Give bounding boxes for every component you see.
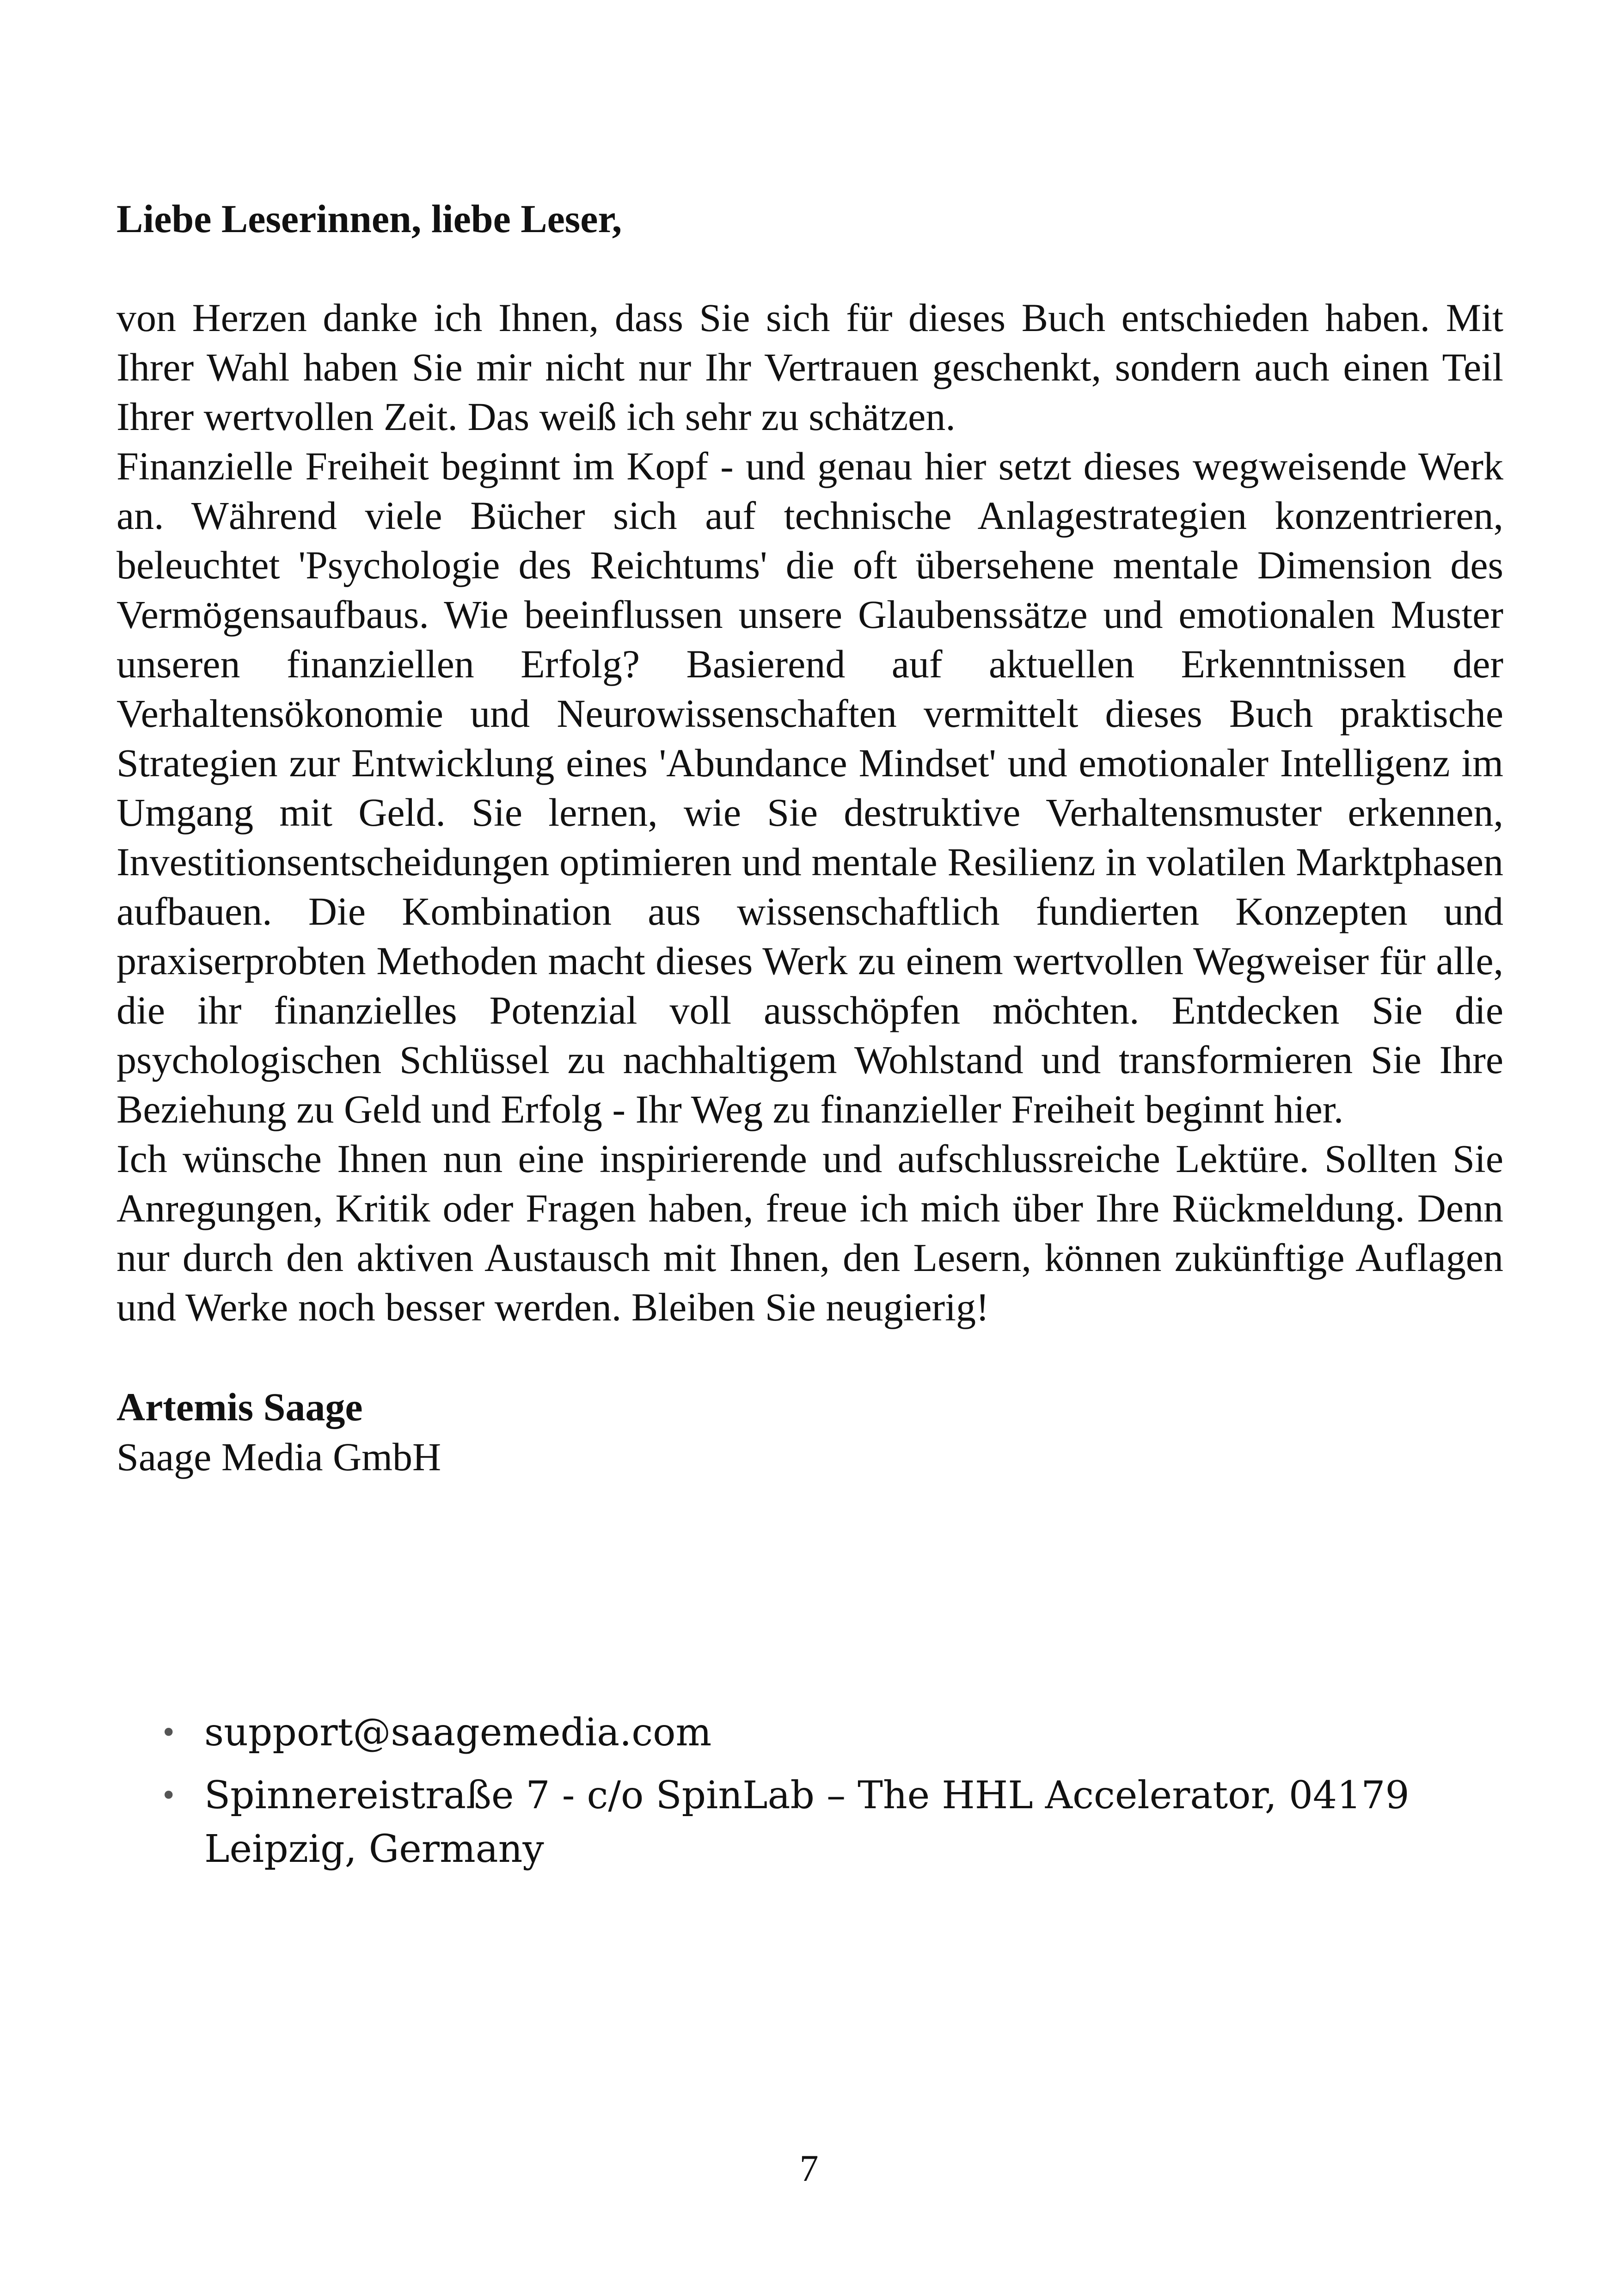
contact-address: Spinnereistraße 7 - c/o SpinLab – The HHL Accelerator, 04179 Leipzig, Germany bbox=[204, 1774, 1410, 1871]
letter-signature bbox=[116, 1382, 1503, 1482]
letter-content bbox=[116, 194, 1503, 1482]
contact-item-address bbox=[116, 1769, 1503, 1876]
author-name: Artemis Saage bbox=[116, 1385, 363, 1429]
letter-body bbox=[116, 293, 1503, 1332]
company-name: Saage Media GmbH bbox=[116, 1435, 441, 1479]
bullet-icon: • bbox=[160, 1717, 177, 1749]
contact-list bbox=[116, 1706, 1503, 1885]
letter-salutation: Liebe Leserinnen, liebe Leser, bbox=[116, 196, 622, 241]
letter-paragraph-book-description: Finanzielle Freiheit beginnt im Kopf - und genau hier setzt dieses wegweisende Werk an. Während viele Bücher sich auf technische Anlagestrategien konzentrieren, beleuchtet 'Psychologie des Reichtums' die oft übersehene mentale Dimension des Vermögensaufbaus. Wie beeinflussen unsere Glaubenssätze und emotionalen Muster unseren finanziellen Erfolg? Basierend auf aktuellen Erkenntnissen der Verhaltensökonomie und Neurowissenschaften vermittelt dieses Buch praktische Strategien zur Entwicklung eines 'Abundance Mindset' und emotionaler Intelligenz im Umgang mit Geld. Sie lernen, wie Sie destruktive Verhaltensmuster erkennen, Investitionsentscheidungen optimieren und mentale Resilienz in volatilen Marktphasen aufbauen. Die Kombination aus wissenschaftlich fundierten Konzepten und praxiserprobten Methoden macht dieses Werk zu einem wertvollen Wegweiser für alle, die ihr finanzielles Potenzial voll ausschöpfen möchten. Entdecken Sie die psychologischen Schlüssel zu nachhaltigem Wohlstand und transformieren Sie Ihre Beziehung zu Geld und Erfolg - Ihr Weg zu finanzieller Freiheit beginnt hier. bbox=[116, 444, 1503, 1131]
letter-paragraph-thanks: von Herzen danke ich Ihnen, dass Sie sich für dieses Buch entschieden haben. Mit Ihrer Wahl haben Sie mir nicht nur Ihr Vertrauen geschenkt, sondern auch einen Teil Ihrer wertvollen Zeit. Das weiß ich sehr zu schätzen. bbox=[116, 295, 1503, 439]
page-number: 7 bbox=[799, 2147, 819, 2189]
bullet-icon: • bbox=[160, 1780, 177, 1812]
contact-email: support@saagemedia.com bbox=[204, 1711, 712, 1755]
contact-item-email bbox=[116, 1706, 1503, 1760]
letter-paragraph-closing: Ich wünsche Ihnen nun eine inspirierende und aufschlussreiche Lektüre. Sollten Sie Anregungen, Kritik oder Fragen haben, freue ich mich über Ihre Rückmeldung. Denn nur durch den aktiven Austausch mit Ihnen, den Lesern, können zukünftige Auflagen und Werke noch besser werden. Bleiben Sie neugierig! bbox=[116, 1136, 1503, 1329]
